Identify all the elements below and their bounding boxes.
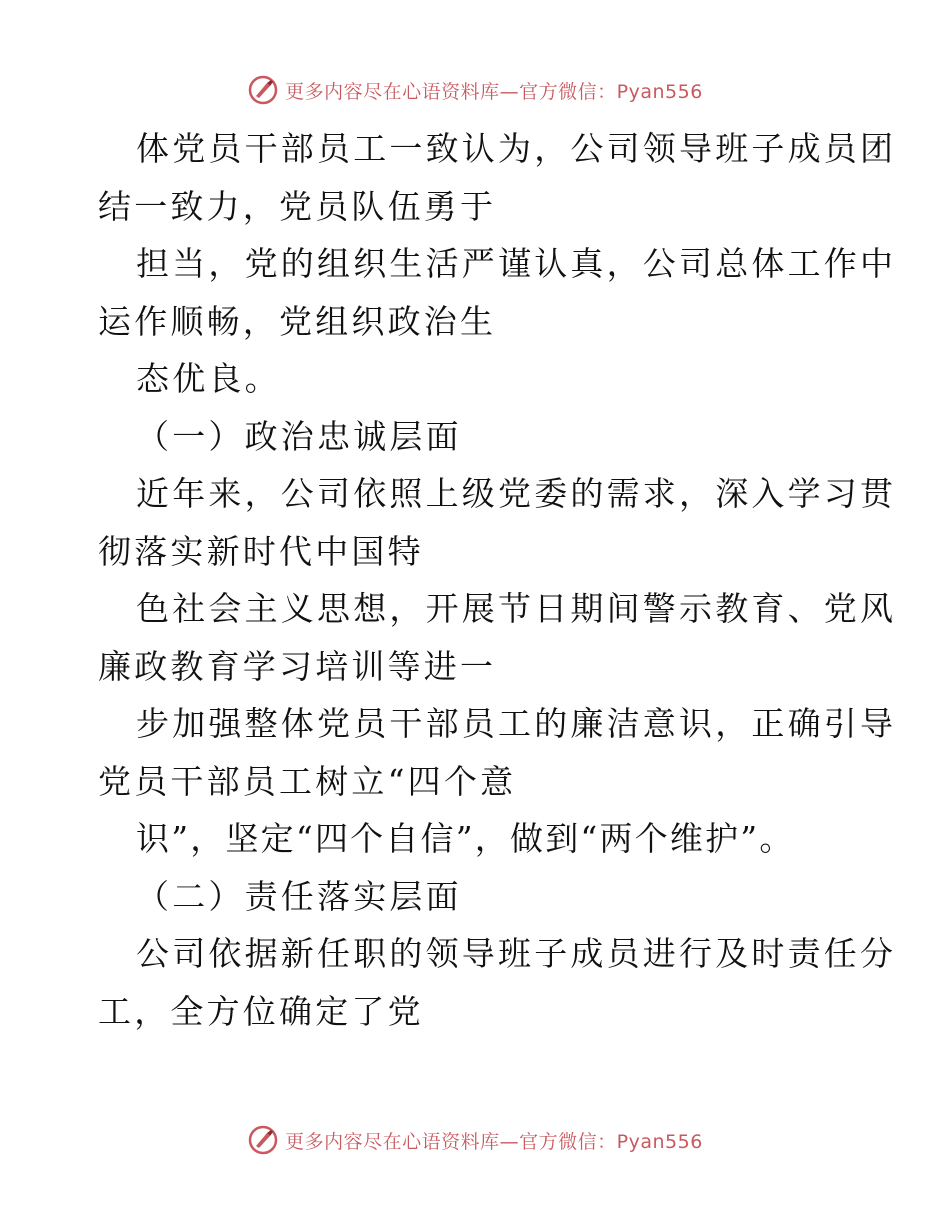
- body-line: 体党员干部员工一致认为，公司领导班子成员团: [136, 129, 897, 168]
- body-line: 党员干部员工树立“四个意: [98, 761, 517, 801]
- section-heading: （二）责任落实层面: [136, 876, 462, 916]
- logo-icon: [247, 74, 279, 106]
- body-line: 步加强整体党员干部员工的廉洁意识，正确引导: [136, 704, 897, 743]
- body-line: 廉政教育学习培训等进一: [98, 646, 497, 686]
- body-line: 彻落实新时代中国特: [98, 531, 424, 571]
- watermark-text: 更多内容尽在心语资料库—官方微信：Pyan556: [285, 80, 703, 103]
- header-watermark: [0, 70, 950, 110]
- body-line: 近年来，公司依照上级党委的需求，深入学习贯: [136, 474, 897, 513]
- document-body: [98, 120, 897, 1040]
- body-line: 色社会主义思想，开展节日期间警示教育、党风: [136, 589, 897, 628]
- logo-icon: [247, 1124, 279, 1156]
- body-line: 运作顺畅，党组织政治生: [98, 301, 497, 341]
- body-line: 担当，党的组织生活严谨认真，公司总体工作中: [136, 244, 897, 283]
- body-line: 态优良。: [136, 359, 281, 398]
- body-line: 结一致力，党员队伍勇于: [98, 186, 497, 226]
- body-line: 工，全方位确定了党: [98, 991, 424, 1031]
- section-heading: （一）政治忠诚层面: [136, 416, 462, 456]
- watermark-text: 更多内容尽在心语资料库—官方微信：Pyan556: [285, 1130, 703, 1153]
- body-line: 公司依据新任职的领导班子成员进行及时责任分: [136, 934, 897, 973]
- body-line: 识”，坚定“四个自信”，做到“两个维护”。: [136, 819, 795, 858]
- footer-watermark: [0, 1120, 950, 1160]
